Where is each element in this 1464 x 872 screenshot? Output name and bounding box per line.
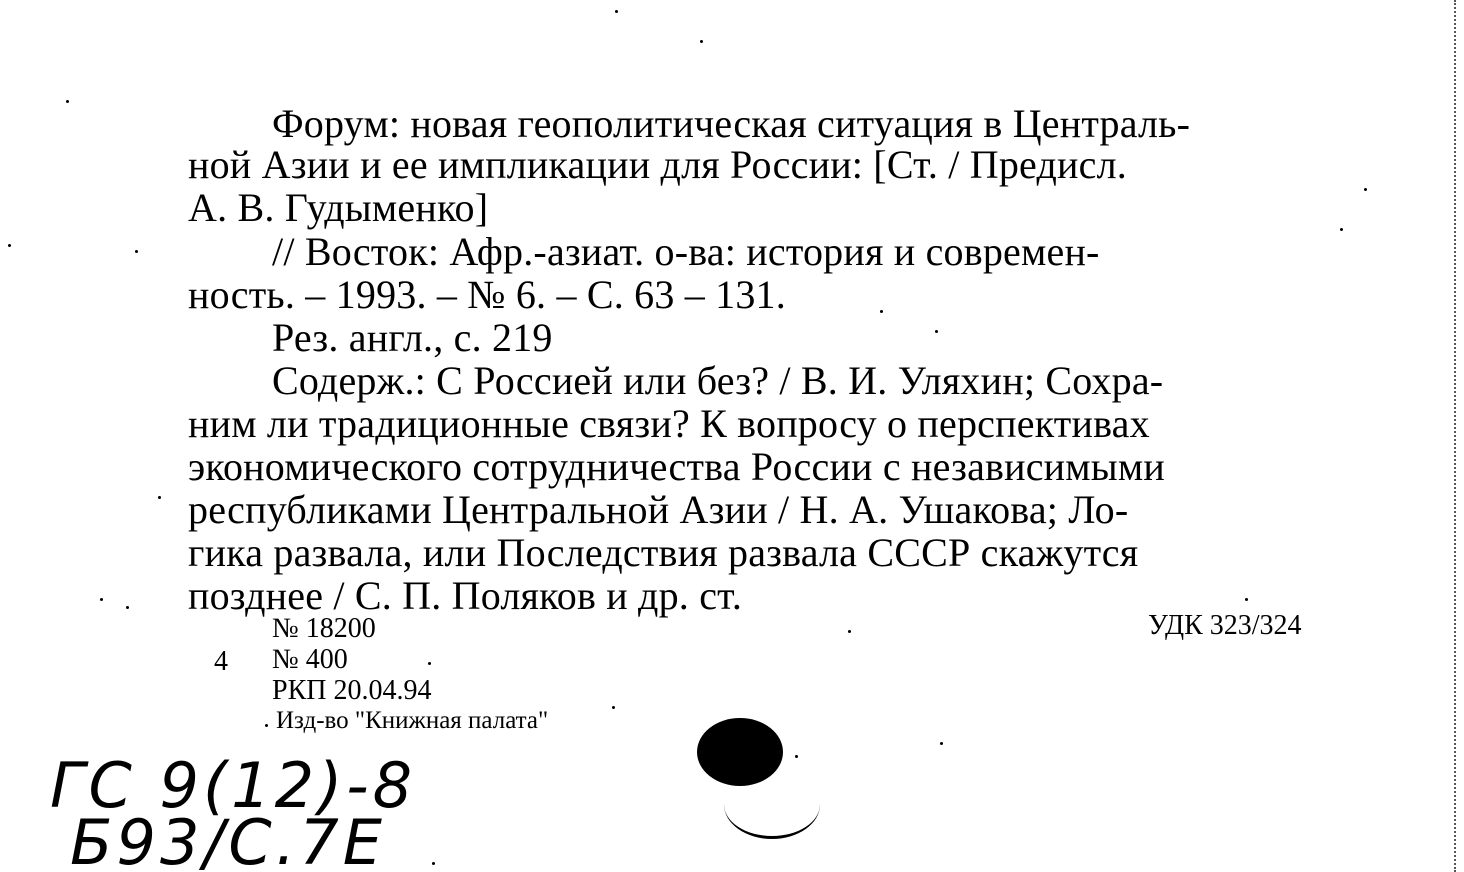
source-line-1: // Восток: Афр.-азиат. о-ва: история и современ-	[272, 229, 1100, 274]
speck	[880, 310, 883, 313]
speck	[158, 496, 161, 499]
speck	[126, 606, 129, 609]
contents-line-2: ним ли традиционные связи? К вопросу о перспективах	[188, 401, 1150, 446]
handwritten-shelfmark-2: Б93/С.7Е	[70, 806, 386, 872]
speck	[615, 10, 618, 13]
speck	[1340, 228, 1343, 231]
contents-line-5: гика развала, или Последствия развала СССР скажутся	[188, 530, 1139, 575]
summary-note: Рез. англ., с. 219	[272, 315, 553, 360]
speck	[66, 100, 69, 103]
card-edge	[1454, 0, 1458, 872]
speck	[795, 755, 798, 758]
speck	[940, 742, 943, 745]
rkp-date: РКП 20.04.94	[272, 675, 432, 706]
speck	[428, 662, 431, 665]
source-line-2: ность. – 1993. – № 6. – С. 63 – 131.	[188, 272, 786, 317]
title-line-1: Форум: новая геополитическая ситуация в Централь-	[272, 101, 1191, 146]
record-number: № 18200	[272, 613, 376, 644]
speck	[135, 250, 138, 253]
handwritten-shelfmark-1: ГС 9(12)-8	[50, 749, 417, 822]
copies-count: 4	[214, 646, 228, 677]
contents-line-1: Содерж.: С Россией или без? / В. И. Уляхин; Сохра-	[272, 358, 1164, 403]
speck	[848, 630, 851, 633]
speck	[1364, 188, 1367, 191]
contents-line-6: позднее / С. П. Поляков и др. ст.	[188, 573, 743, 618]
speck	[1245, 598, 1248, 601]
publisher-imprint: Изд-во "Книжная палата"	[276, 707, 549, 734]
issue-number: № 400	[272, 644, 348, 675]
speck	[700, 40, 703, 43]
speck	[100, 598, 103, 601]
speck	[8, 244, 11, 247]
punch-hole-shadow	[724, 770, 820, 839]
speck	[612, 706, 615, 709]
contents-line-4: республиками Центральной Азии / Н. А. Ушакова; Ло-	[188, 487, 1129, 532]
udc-code: УДК 323/324	[1148, 610, 1302, 641]
contents-line-3: экономического сотрудничества России с независимыми	[188, 444, 1165, 489]
title-line-2: ной Азии и ее импликации для России: [Ст. / Предисл.	[188, 142, 1127, 187]
title-line-3: А. В. Гудыменко]	[188, 185, 489, 230]
speck	[265, 724, 268, 727]
speck	[935, 330, 938, 333]
speck	[432, 862, 435, 865]
